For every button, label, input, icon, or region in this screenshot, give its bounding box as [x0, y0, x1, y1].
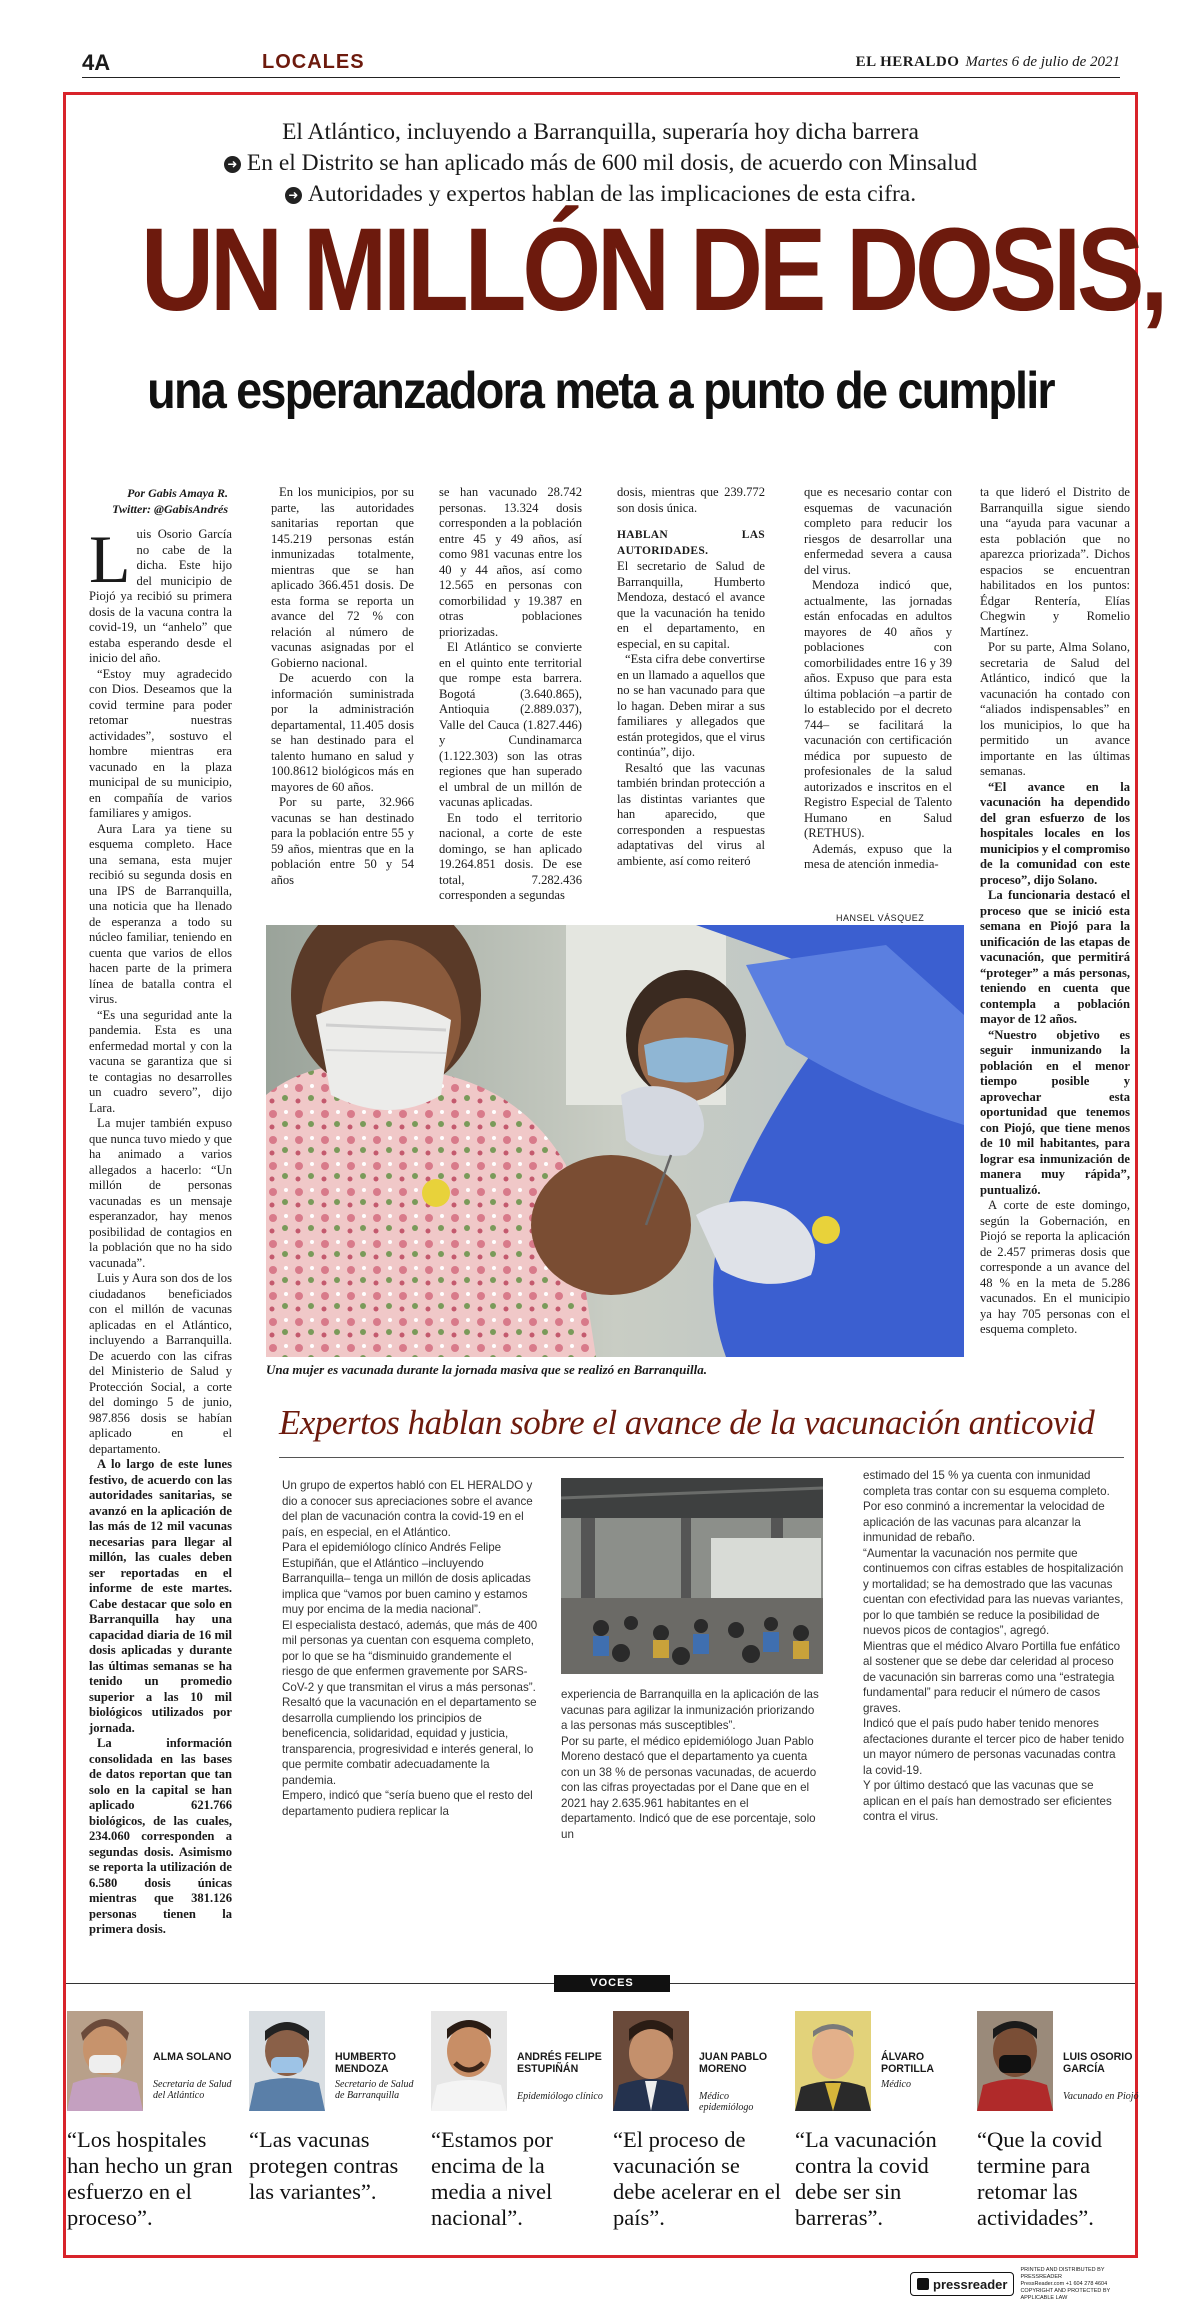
paragraph: que es necesario contar con esquemas de vacunación completo para reducir los riesgos de desarrollar una enfermedad severa a causa del virus. [804, 485, 952, 577]
paragraph: “Aumentar la vacunación nos permite que continuemos con cifras estables de hospitalización y mortalidad; se ha demostrado que las vacunas cuentan con efectividad para las nuevas variantes, por lo que también se reduce la posibilidad de nuevos picos de contagios”, agregó. [863, 1546, 1124, 1637]
avatar [613, 2011, 689, 2111]
paragraph: Por su parte, el médico epidemiólogo Juan Pablo Moreno destacó que el departamento ya cuenta con un 38 % de personas vacunadas, de acuerdo con las cifras proyectadas por el Dane que en el 2021 hay 2.635.961 habitantes en el departamento. Indicó que de ese porcentaje, solo un [561, 1734, 817, 1841]
byline [89, 485, 232, 517]
article-column-1 [89, 485, 232, 1938]
voice-quote: “El proceso de vacunación se debe acelerar en el país”. [613, 2127, 781, 2230]
voice-role: Secretario de Salud de Barranquilla [335, 2079, 414, 2101]
avatar [249, 2011, 325, 2111]
paragraph: La funcionaria destacó el proceso que se inició esta semana en Piojó para la unificación de las etapas de vacunación, que permitirá “proteger” a más personas, teniendo en cuenta que contempla a población mayor de 12 años. [980, 888, 1130, 1026]
kicker-3-text: Autoridades y expertos hablan de las implicaciones de esta cifra. [307, 181, 917, 207]
paragraph: La información consolidada en las bases de datos reportan que tan solo en la capital se han aplicado 621.766 biológicos, de las cuales, 234.060 corresponden a segundas dosis. Asimismo se reporta la utilización de 6.580 dosis únicas mientras que 381.126 personas tienen la primera dosis. [89, 1736, 232, 1936]
article-column-4 [617, 485, 765, 869]
voice-name: ALMA SOLANO [153, 2051, 232, 2063]
voice-quote: “Las vacunas protegen contras las variantes”. [249, 2127, 399, 2204]
article-column-3 [439, 485, 582, 904]
paper-date [856, 54, 1120, 71]
paragraph: dosis, mientras que 239.772 son dosis única. [617, 485, 765, 515]
paragraph: se han vacunado 28.742 personas. 13.324 dosis corresponden a la población entre 45 y 49 años, así como 981 vacunas entre los 40 y 44 años, así como 12.565 en personas con comorbilidad y 19.387 en otras poblaciones priorizadas. [439, 485, 582, 639]
paragraph: Aura Lara ya tiene su esquema completo. Hace una semana, esta mujer recibió su segunda dosis en una IPS de Barranquilla, una noticia que ha llenado de esperanza a todo su núcleo familiar, teniendo en cuenta que varios de ellos hacen parte de la primera línea de batalla contra el virus. [89, 821, 232, 1006]
paragraph: “Esta cifra debe convertirse en un llamado a aquellos que no se han vacunado para que lo hagan. Deben mirar a sus familiares y allegados que están protegidos, que el virus continúa”, dijo. [617, 652, 765, 759]
paragraph: “Estoy muy agradecido con Dios. Deseamos que la covid termine para poder retomar nuestras actividades”, sostuvo el hombre mientras era vacunado en la plaza municipal de su municipio, en compañía de varios familiares y amigos. [89, 666, 232, 820]
voice-quote: “Estamos por encima de la media a nivel nacional”. [431, 2127, 553, 2230]
pressreader-icon [917, 2278, 929, 2290]
article-column-6 [980, 485, 1130, 1338]
voice-name: LUIS OSORIO GARCÍA [1063, 2051, 1133, 2075]
kicker-2-text: En el Distrito se han aplicado más de 600 mil dosis, de acuerdo con Minsalud [246, 150, 978, 176]
drop-cap: L [89, 521, 131, 597]
voice-role: Epidemiólogo clínico [517, 2091, 603, 2102]
voice-name: JUAN PABLO MORENO [699, 2051, 768, 2075]
kicker-2 [66, 148, 1135, 179]
paper-name: EL HERALDO [855, 54, 960, 70]
avatar [67, 2011, 143, 2111]
sidebar-title: Expertos hablan sobre el avance de la vacunación anticovid [279, 1403, 1095, 1442]
paragraph: La mujer también expuso que nunca tuvo miedo y que ha animado a varios allegados a hacerlo: “Un millón de personas vacunadas es un mensaje esperanzador, hay menos posibilidad de contagios en la población que no ha sido vacunada”. [89, 1116, 232, 1270]
arrow-right-icon: ➜ [285, 187, 302, 204]
headline: UN MILLÓN DE DOSIS, [140, 204, 1165, 336]
pressreader-notice [1020, 2267, 1140, 2302]
voice-quote: “La vacunación contra la covid debe ser sin barreras”. [795, 2127, 937, 2230]
sidebar-column-1 [282, 1478, 544, 1819]
byline-twitter: Twitter: @GabisAndrés [112, 502, 228, 516]
paragraph: En los municipios, por su parte, las autoridades sanitarias reportan que 145.219 personas están inmunizadas totalmente, mientras que se han aplicado 366.451 dosis. De esta forma se reporta un avance del 72 % con relación al número de vacunas asignadas por el Gobierno nacional. [271, 485, 414, 670]
paragraph: estimado del 15 % ya cuenta con inmunidad completa tras contar con su esquema completo. Por eso conminó a incrementar la velocidad de aplicación de las vacunas para alcanzar la inmunidad de rebaño. [863, 1469, 1110, 1544]
avatar [977, 2011, 1053, 2111]
arrow-right-icon: ➜ [224, 156, 241, 173]
kickers [66, 117, 1135, 210]
paragraph: A lo largo de este lunes festivo, de acuerdo con las autoridades sanitarias, se avanzó en la aplicación de las más de 12 mil vacunas necesarias para llegar al millón, las cuales deben ser reportadas en el informe de este martes. Cabe destacar que solo en Barranquilla hay una capacidad diaria de 16 mil dosis aplicadas y durante las últimas semanas se ha tenido un promedio superior a las 10 mil biológicos utilizados por jornada. [89, 1457, 232, 1735]
article-column-5 [804, 485, 952, 873]
paragraph: El Atlántico se convierte en el quinto ente territorial que rompe esta barrera. Bogotá (3.640.865), Antioquia (2.889.037), Valle del Cauca (1.827.446) y Cundinamarca (1.122.303) son las otras regiones que han superado el umbral de un millón de vacunas aplicadas. [439, 640, 582, 809]
paragraph: Luis Osorio García no cabe de la dicha. Este hijo del municipio de Piojó ya recibió su primera dosis de la vacuna contra la covid-19, un “anhelo” que estaba esperando desde el inicio del año. [89, 521, 232, 665]
avatar [795, 2011, 871, 2111]
paragraph: En todo el territorio nacional, a corte de este domingo, se han aplicado 19.264.851 dosis. De ese total, 7.282.436 corresponden a segundas [439, 810, 582, 902]
paragraph: “Es una seguridad ante la pandemia. Esta es una enfermedad mortal y con la vacuna se garantiza que si te contagias no desarrolles un cuadro severo”, dijo Lara. [89, 1007, 232, 1115]
subheadline: una esperanzadora meta a punto de cumplir [147, 362, 1054, 420]
avatar [431, 2011, 507, 2111]
voice-role: Vacunado en Piojó [1063, 2091, 1139, 2102]
paragraph: El secretario de Salud de Barranquilla, Humberto Mendoza, destacó el avance que la vacunación ha tenido en el departamento, en especial, en su capital. [617, 559, 765, 651]
article-frame [63, 92, 1165, 2258]
voces-label: VOCES [554, 1975, 670, 1992]
sidebar-column-3 [863, 1468, 1125, 1825]
issue-date: Martes 6 de julio de 2021 [965, 54, 1120, 70]
paragraph: Resaltó que las vacunas también brindan protección a las distintas variantes que han aparecido, que corresponden a respuestas adaptativas del virus al ambiente, así como reiteró [617, 760, 765, 868]
byline-author: Por Gabis Amaya R. [127, 486, 228, 500]
section-subhead: HABLAN LAS AUTORIDADES. [617, 529, 765, 557]
paragraph: Para el epidemiólogo clínico Andrés Felipe Estupiñán, que el Atlántico –incluyendo Barranquilla– tenga un millón de dosis aplicadas implica que “vamos por buen camino y estamos muy por encima de la media nacional”. [282, 1541, 531, 1616]
page-number: 4A [82, 49, 111, 75]
paragraph: A corte de este domingo, según la Gobernación, en Piojó se reporta la aplicación de 2.457 primeras dosis que corresponde a un avance del 48 % en la meta de 5.286 vacunados. En el municipio ya hay 705 personas con el esquema completo. [980, 1198, 1130, 1336]
voice-name: HUMBERTO MENDOZA [335, 2051, 397, 2075]
voice-quote: “Que la covid termine para retomar las actividades”. [977, 2127, 1102, 2230]
paragraph: El especialista destacó, además, que más de 400 mil personas ya cuentan con esquema completo, por lo que se ha “disminuido grandemente el riesgo de que enfermen gravemente por SARS-CoV-2 y que transmitan el virus a más personas”. [282, 1618, 538, 1694]
sidebar-column-2 [561, 1687, 823, 1842]
paragraph: Luis y Aura son dos de los ciudadanos beneficiados con el millón de vacunas aplicadas en el Atlántico, incluyendo a Barranquilla. De acuerdo con las cifras del Ministerio de Salud y Protección Social, a corte del domingo 5 de junio, 987.856 dosis se habían aplicado en el departamento. [89, 1271, 232, 1456]
paragraph: experiencia de Barranquilla en la aplicación de las vacunas para agilizar la inmunización priorizando a las personas más susceptibles”. [561, 1688, 819, 1732]
voice-role: Médico [881, 2079, 911, 2090]
paragraph: De acuerdo con la información suministrada por la administración departamental, 11.405 dosis se han destinado para el talento humano en salud y 100.8612 biológicos más en mayores de 60 años. [271, 671, 414, 794]
paragraph: Resaltó que la vacunación en el departamento se desarrolla cumpliendo los principios de beneficencia, solidaridad, equidad y justicia, transparencia, progresividad e interés general, lo que permite combatir adecuadamente la pandemia. [282, 1696, 537, 1787]
main-photo [266, 925, 964, 1357]
notice-line: PressReader.com +1 604 278 4604 [1020, 2280, 1108, 2287]
paragraph: Por su parte, Alma Solano, secretaria de Salud del Atlántico, indicó que la vacunación ha contado con “aliados indispensables” en los municipios, lo que ha permitido un avance importante en las últimas semanas. [980, 640, 1130, 778]
voice-role: Secretaria de Salud del Atlántico [153, 2079, 232, 2101]
paragraph: Un grupo de expertos habló con EL HERALDO y dio a conocer sus apreciaciones sobre el avance del plan de vacunación contra la covid-19 en el país, en especial, en el Atlántico. [282, 1479, 533, 1539]
paragraph: Mientras que el médico Alvaro Portilla fue enfático al sostener que se debe dar celeridad al proceso de vacunación sin barreras como una “estrategia fundamental” para reducir el número de casos graves. [863, 1639, 1121, 1715]
vaccination-center-illustration [561, 1478, 823, 1674]
pressreader-wordmark: pressreader [933, 2276, 1008, 2292]
paragraph: “El avance en la vacunación ha dependido del gran esfuerzo de los hospitales locales en los municipios y el compromiso de la comunidad con este proceso”, dijo Solano. [980, 779, 1130, 887]
notice-line: PRINTED AND DISTRIBUTED BY PRESSREADER [1020, 2266, 1105, 2280]
main-photo-caption: Una mujer es vacunada durante la jornada masiva que se realizó en Barranquilla. [266, 1362, 707, 1377]
voice-name: ÁLVARO PORTILLA [881, 2051, 934, 2075]
photo-credit: HANSEL VÁSQUEZ [836, 913, 925, 923]
paragraph: Por su parte, 32.966 vacunas se han destinado para la población entre 55 y 59 años, mientras que en la población entre 50 y 54 años [271, 795, 414, 887]
paragraph: Empero, indicó que “sería bueno que el resto del departamento pudiera replicar la [282, 1789, 533, 1818]
voice-name: ANDRÉS FELIPE ESTUPIÑÁN [517, 2051, 602, 2075]
notice-line: COPYRIGHT AND PROTECTED BY APPLICABLE LAW [1020, 2287, 1111, 2301]
voice-role: Médico epidemiólogo [699, 2091, 754, 2113]
section-name: LOCALES [262, 51, 365, 73]
page-folio [82, 48, 1120, 78]
kicker-1: El Atlántico, incluyendo a Barranquilla, superaría hoy dicha barrera [282, 119, 919, 145]
sidebar-rule [279, 1457, 1124, 1458]
paragraph: “Nuestro objetivo es seguir inmunizando la población en el menor tiempo posible y aprovechar esta oportunidad que tenemos con Piojó, que tiene menos de 10 mil habitantes, para lograr esa inmunización de manera muy rápida”, puntualizó. [980, 1027, 1130, 1197]
paragraph: Y por último destacó que las vacunas que se aplican en el país han demostrado ser eficientes contra el virus. [863, 1779, 1112, 1823]
paragraph: ta que lideró el Distrito de Barranquilla sigue siendo una “ayuda para vacunar a esta población que no aparezca priorizada”. Dichos espacios se encuentran habilitados en los puntos: Édgar Rentería, Elías Chegwin y Romelio Martínez. [980, 485, 1130, 639]
article-column-2 [271, 485, 414, 888]
paragraph: Mendoza indicó que, actualmente, las jornadas están enfocadas en adultos mayores de 40 años y poblaciones con comorbilidades entre 16 y 39 años. Expuso que para esta última población –a partir de lo establecido por el decreto 744– se facilitará la vacunación con certificación médica por supuesto de profesionales de la salud autorizados e inscritos en el Registro Especial de Talento Humano en Salud (RETHUS). [804, 578, 952, 840]
paragraph: Indicó que el país pudo haber tenido menores afectaciones durante el tercer pico de haber tenido un mayor número de personas vacunadas contra la covid-19. [863, 1717, 1125, 1777]
pressreader-footer [910, 2266, 1140, 2301]
vaccination-center-photo [561, 1478, 823, 1674]
pressreader-logo [910, 2272, 1014, 2296]
paragraph: Además, expuso que la mesa de atención inmedia- [804, 841, 952, 871]
voice-quote: “Los hospitales han hecho un gran esfuerzo en el proceso”. [67, 2127, 233, 2230]
vaccination-photo-illustration [266, 925, 964, 1357]
